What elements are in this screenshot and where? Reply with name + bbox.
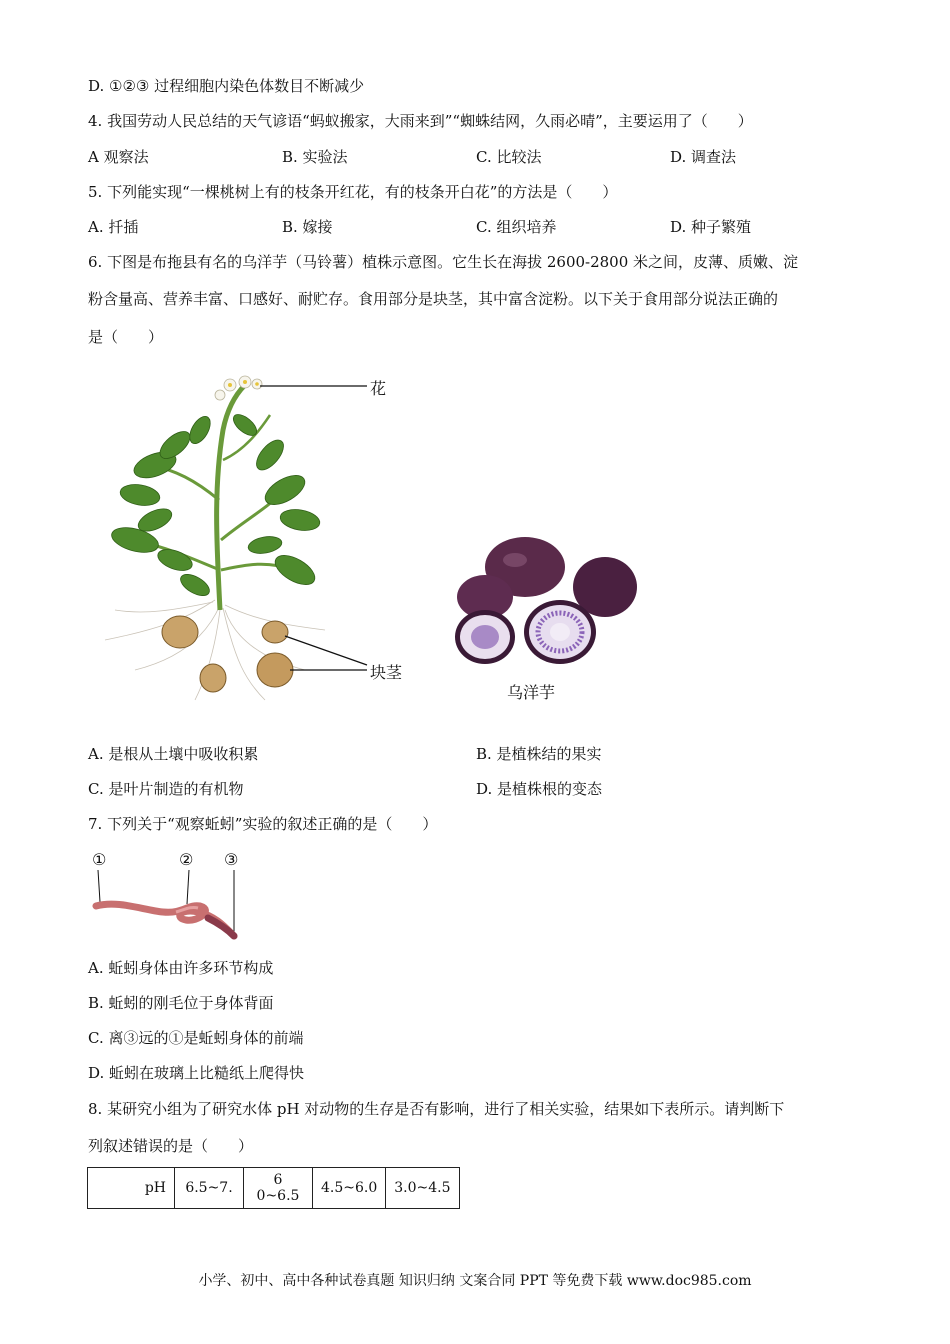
q7-option-c: C. 离③远的①是蚯蚓身体的前端 <box>88 1029 304 1047</box>
q4-option-d: D. 调查法 <box>670 148 737 166</box>
q8-stem-line-2: 列叙述错误的是（ ） <box>88 1137 254 1155</box>
q7-option-b: B. 蚯蚓的刚毛位于身体背面 <box>88 994 274 1012</box>
potato-plant-illustration <box>95 370 405 715</box>
q6-option-a: A. 是根从土壤中吸收积累 <box>88 745 259 763</box>
earthworm-label-2: ② <box>179 850 194 869</box>
q4-option-b: B. 实验法 <box>282 148 348 166</box>
q7-option-d: D. 蚯蚓在玻璃上比糙纸上爬得快 <box>88 1064 305 1082</box>
q8-stem-line-1: 8. 某研究小组为了研究水体 pH 对动物的生存是否有影响，进行了相关实验，结果如下表所示。请判断下 <box>88 1100 785 1118</box>
q6-stem-line-1: 6. 下图是布拖县有名的乌洋芋（马铃薯）植株示意图。它生长在海拔 2600-2800 米之间，皮薄、质嫩、淀 <box>88 253 799 271</box>
q6-option-c: C. 是叶片制造的有机物 <box>88 780 244 798</box>
q4-option-c: C. 比较法 <box>476 148 542 166</box>
earthworm-label-3: ③ <box>224 850 239 869</box>
q6-option-b: B. 是植株结的果实 <box>476 745 602 763</box>
q6-stem-line-3: 是（ ） <box>88 328 164 346</box>
ph-range-cell: 4.5~6.0 <box>313 1168 386 1209</box>
tuber-label: 块茎 <box>370 663 403 682</box>
earthworm-label-1: ① <box>92 850 107 869</box>
earthworm-illustration <box>88 866 248 946</box>
q7-stem: 7. 下列关于“观察蚯蚓”实验的叙述正确的是（ ） <box>88 815 438 833</box>
ph-table <box>87 1167 460 1209</box>
q4-stem: 4. 我国劳动人民总结的天气谚语“蚂蚁搬家，大雨来到”“蜘蛛结网，久雨必晴”，主要运用了（ ） <box>88 112 753 130</box>
ph-range-cell: 6 0~6.5 <box>244 1168 313 1209</box>
ph-header-cell: pH <box>88 1168 175 1209</box>
q5-option-b: B. 嫁接 <box>282 218 333 236</box>
q6-stem-line-2: 粉含量高、营养丰富、口感好、耐贮存。食用部分是块茎，其中富含淀粉。以下关于食用部分说法正确的 <box>88 290 779 308</box>
table-row <box>88 1168 460 1209</box>
q5-stem: 5. 下列能实现“一棵桃树上有的枝条开红花，有的枝条开白花”的方法是（ ） <box>88 183 618 201</box>
ph-range-cell: 6.5~7. <box>175 1168 244 1209</box>
q6-option-d: D. 是植株根的变态 <box>476 780 603 798</box>
q4-option-a: A 观察法 <box>88 148 149 166</box>
q7-option-a: A. 蚯蚓身体由许多环节构成 <box>88 959 274 977</box>
q5-option-d: D. 种子繁殖 <box>670 218 752 236</box>
page-footer: 小学、初中、高中各种试卷真题 知识归纳 文案合同 PPT 等免费下载 www.doc985.com <box>198 1273 752 1289</box>
q3-option-d: D. ①②③ 过程细胞内染色体数目不断减少 <box>88 77 365 95</box>
q5-option-c: C. 组织培养 <box>476 218 557 236</box>
purple-potato-photo <box>450 532 640 672</box>
q5-option-a: A. 扦插 <box>88 218 139 236</box>
potato-caption: 乌洋芋 <box>507 683 556 702</box>
ph-range-cell: 3.0~4.5 <box>386 1168 459 1209</box>
flower-label: 花 <box>370 379 387 398</box>
